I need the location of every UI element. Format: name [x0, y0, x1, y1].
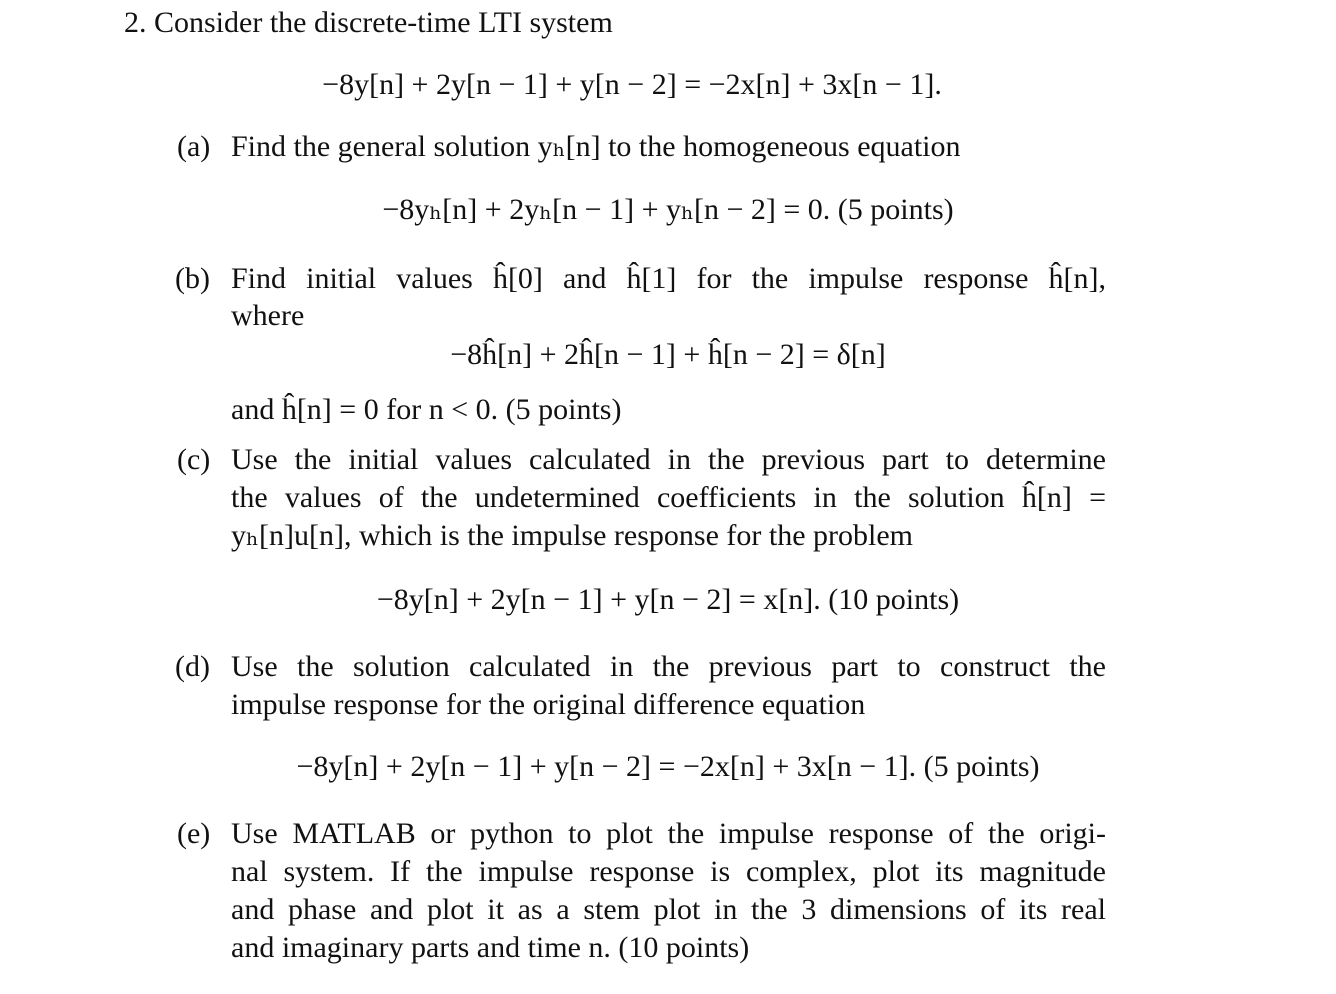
part-d-line-2: impulse response for the original difference equation — [231, 688, 866, 721]
part-c-line-2: the values of the undetermined coefficients in the solution ĥ[n] = — [231, 481, 1106, 514]
part-b-line-1: Find initial values ĥ[0] and ĥ[1] for the impulse response ĥ[n], — [231, 262, 1106, 295]
part-e-line-1: Use MATLAB or python to plot the impulse response of the origi- — [231, 817, 1106, 850]
part-c-text-block — [231, 441, 1106, 555]
part-e-line-3: and phase and plot it as a stem plot in the 3 dimensions of its real — [231, 893, 1106, 926]
part-d-text-block — [231, 648, 1106, 724]
part-b-label: (b) — [175, 262, 210, 295]
part-c-equation: −8y[n] + 2y[n − 1] + y[n − 2] = x[n]. (10 points) — [376, 583, 960, 616]
part-e-text-block — [231, 815, 1106, 967]
part-d-label: (d) — [175, 650, 210, 683]
problem-intro: Consider the discrete-time LTI system — [154, 6, 613, 39]
part-b-text-block — [231, 260, 1106, 335]
part-b-equation: −8ĥ[n] + 2ĥ[n − 1] + ĥ[n − 2] = δ[n] — [450, 338, 886, 371]
part-a-equation: −8yₕ[n] + 2yₕ[n − 1] + yₕ[n − 2] = 0. (5 points) — [382, 193, 954, 226]
part-a-text-block — [231, 128, 1106, 166]
part-a-text: Find the general solution yₕ[n] to the homogeneous equation — [231, 130, 961, 163]
part-d-equation: −8y[n] + 2y[n − 1] + y[n − 2] = −2x[n] + 3x[n − 1]. (5 points) — [296, 750, 1040, 783]
part-c-label: (c) — [177, 443, 211, 476]
problem-header — [124, 4, 613, 42]
part-e-label: (e) — [177, 817, 211, 850]
part-a-label: (a) — [177, 130, 211, 163]
part-e-line-2: nal system. If the impulse response is complex, plot its magnitude — [231, 855, 1106, 888]
part-e-line-4: and imaginary parts and time n. (10 points) — [231, 931, 750, 964]
part-b-line-2: where — [231, 299, 305, 332]
problem-number: 2. — [124, 6, 147, 39]
part-d-line-1: Use the solution calculated in the previous part to construct the — [231, 650, 1106, 683]
system-equation: −8y[n] + 2y[n − 1] + y[n − 2] = −2x[n] + 3x[n − 1]. — [322, 68, 942, 101]
part-b-after-text: and ĥ[n] = 0 for n < 0. (5 points) — [231, 393, 622, 426]
part-c-line-3: yₕ[n]u[n], which is the impulse response for the problem — [231, 519, 913, 552]
part-c-line-1: Use the initial values calculated in the previous part to determine — [231, 443, 1106, 476]
